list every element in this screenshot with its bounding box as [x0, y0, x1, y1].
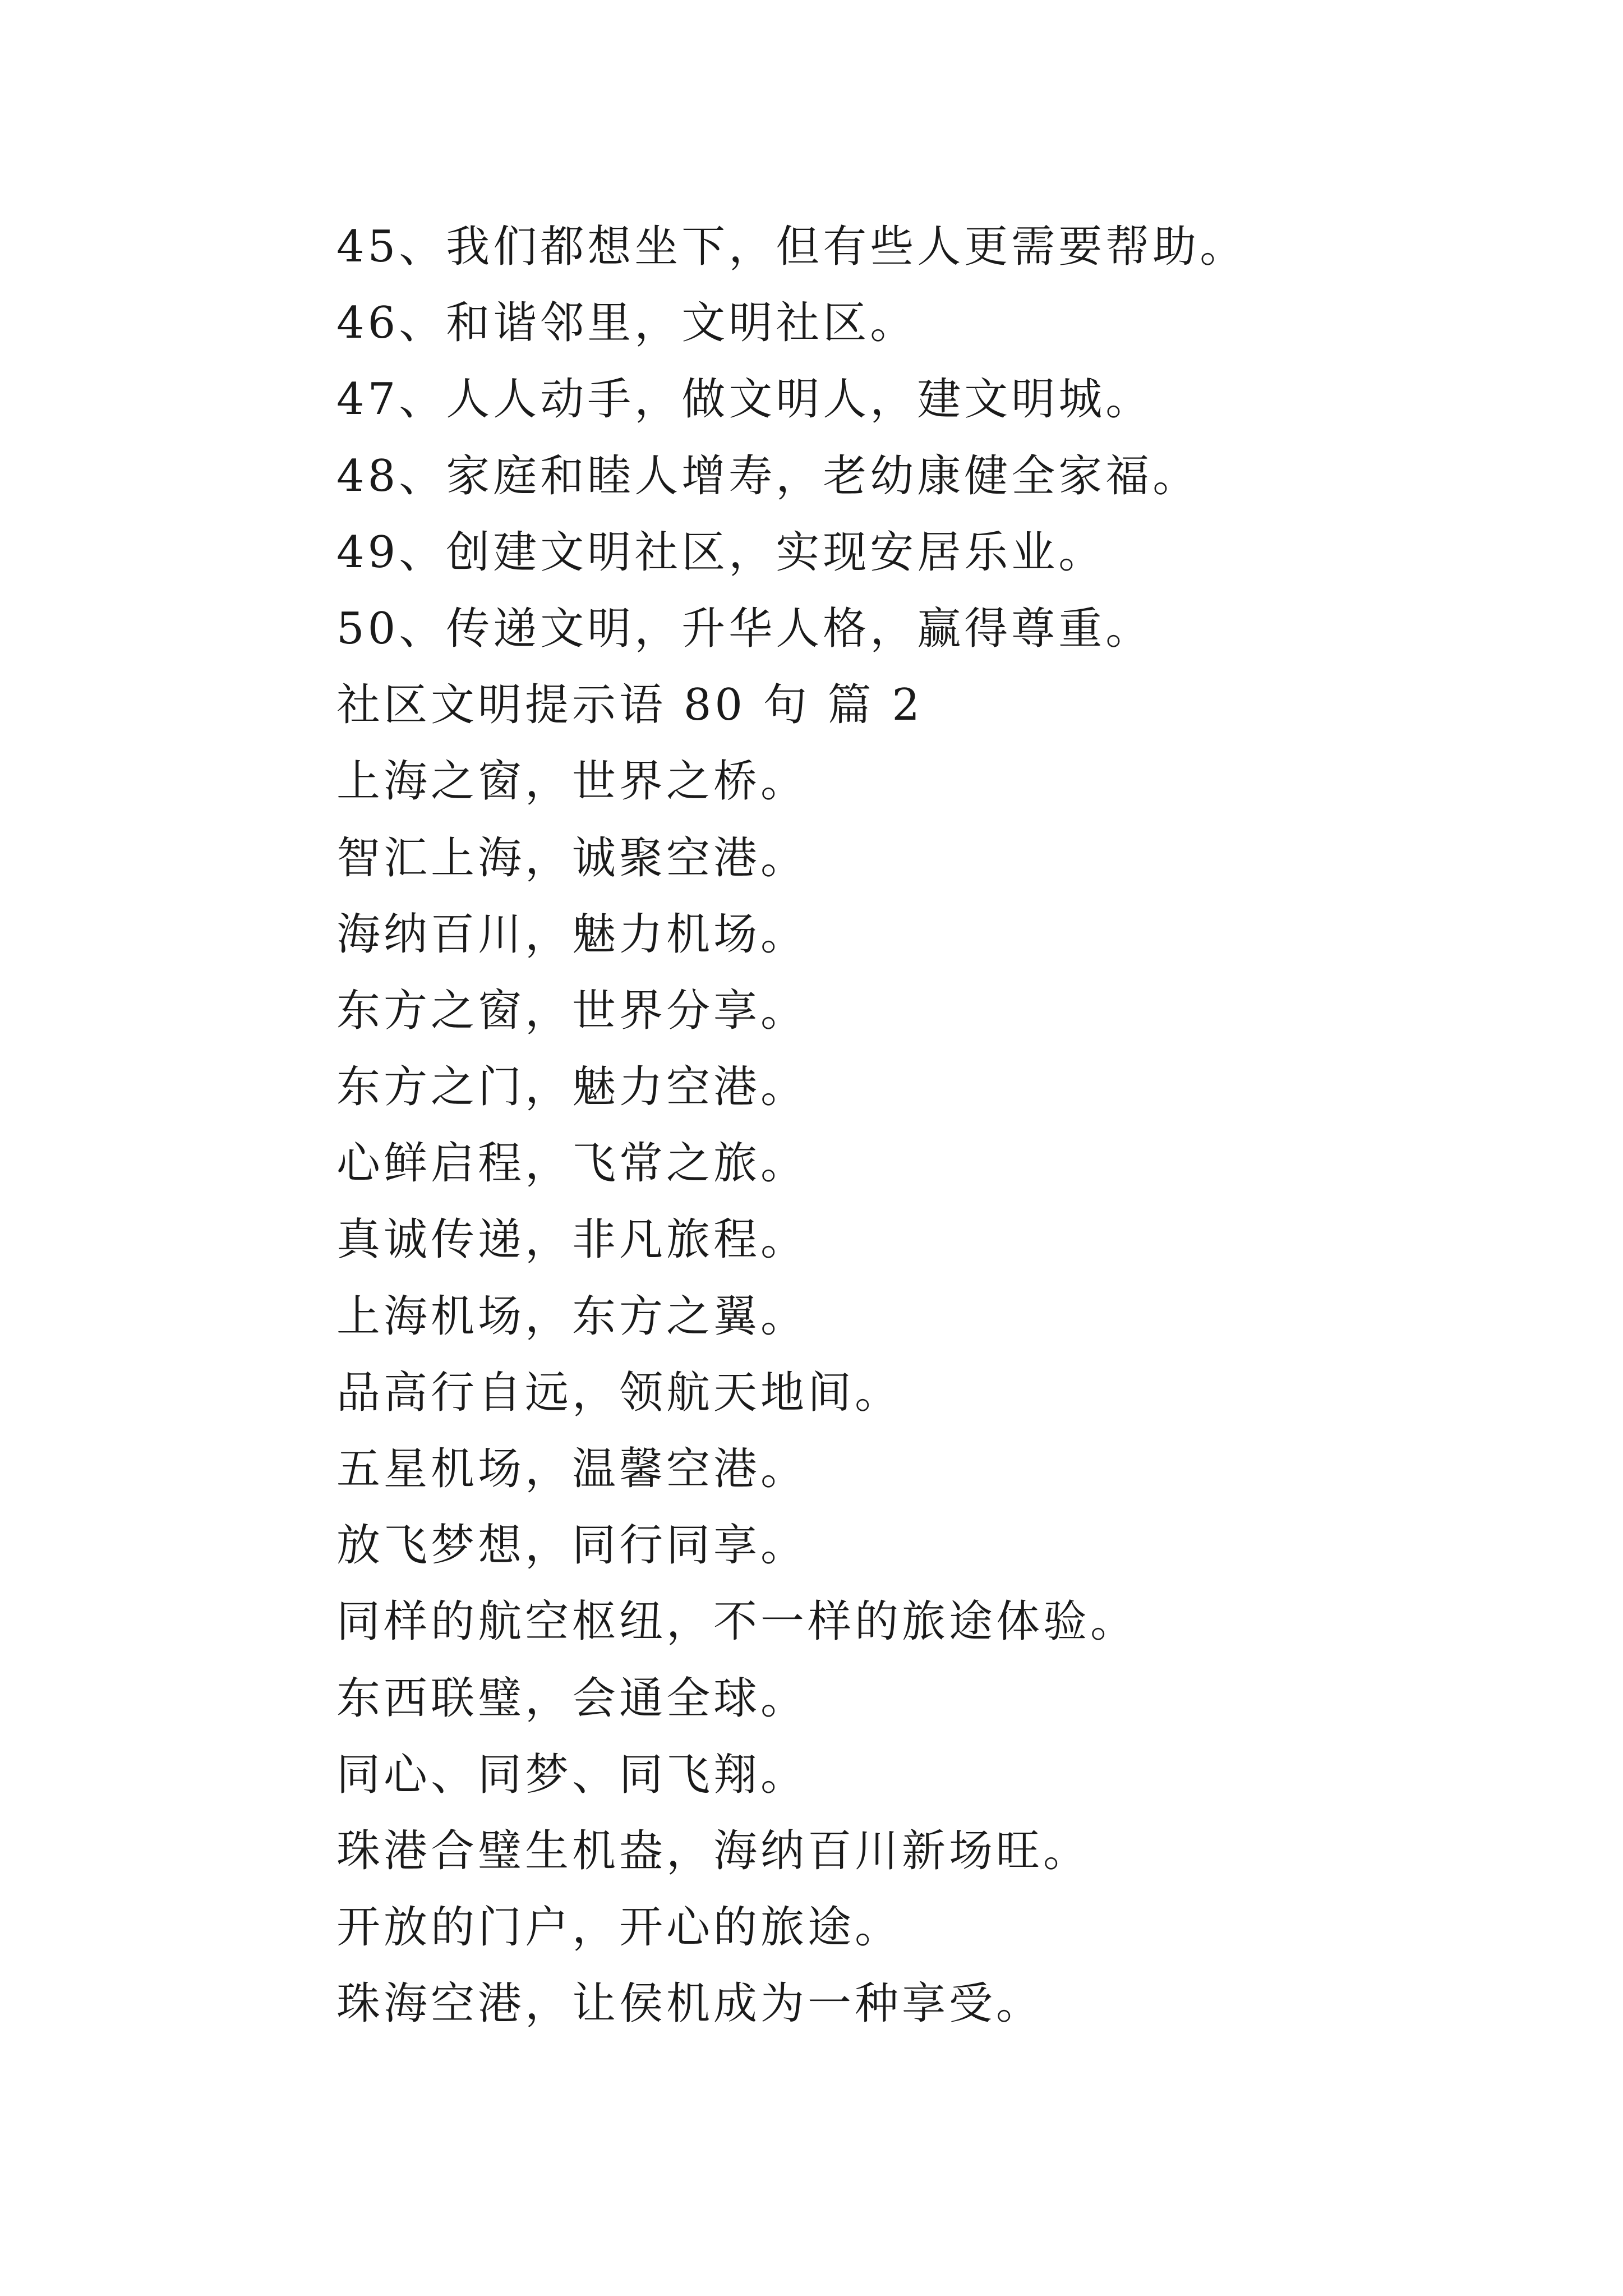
slogan-line: 东西联璧，会通全球。	[336, 1673, 808, 1724]
slogan-line: 五星机场，温馨空港。	[336, 1444, 808, 1494]
slogan-item-47: 47、人人动手，做文明人，建文明城。	[336, 374, 1153, 425]
text-body	[336, 209, 1514, 2042]
slogan-line: 智汇上海，诚聚空港。	[336, 832, 808, 884]
slogan-item-45: 45、我们都想坐下，但有些人更需要帮助。	[336, 222, 1247, 272]
slogan-line: 同心、同梦、同飞翔。	[336, 1749, 808, 1800]
section-heading: 社区文明提示语 80 句 篇 2	[336, 680, 924, 731]
slogan-item-48: 48、家庭和睦人增寿，老幼康健全家福。	[336, 450, 1200, 501]
slogan-line: 上海之窗，世界之桥。	[336, 756, 808, 807]
slogan-line: 珠港合璧生机盎，海纳百川新场旺。	[336, 1825, 1091, 1876]
slogan-line: 放飞梦想，同行同享。	[336, 1520, 808, 1571]
slogan-line: 东方之窗，世界分享。	[336, 985, 808, 1036]
slogan-line: 东方之门，魅力空港。	[336, 1062, 808, 1113]
slogan-line: 心鲜启程，飞常之旅。	[336, 1138, 808, 1189]
slogan-line: 珠海空港，让侯机成为一种享受。	[336, 1978, 1044, 2030]
slogan-line: 海纳百川，魅力机场。	[336, 909, 808, 960]
slogan-line: 真诚传递，非凡旅程。	[336, 1214, 808, 1266]
slogan-item-49: 49、创建文明社区，实现安居乐业。	[336, 527, 1106, 578]
slogan-line: 品高行自远，领航天地间。	[336, 1367, 902, 1418]
slogan-item-46: 46、和谐邻里，文明社区。	[336, 298, 917, 349]
slogan-line: 开放的门户，开心的旅途。	[336, 1902, 902, 1953]
slogan-line: 同样的航空枢纽，不一样的旅途体验。	[336, 1596, 1138, 1648]
slogan-line: 上海机场，东方之翼。	[336, 1291, 808, 1342]
slogan-item-50: 50、传递文明，升华人格，赢得尊重。	[336, 603, 1153, 654]
